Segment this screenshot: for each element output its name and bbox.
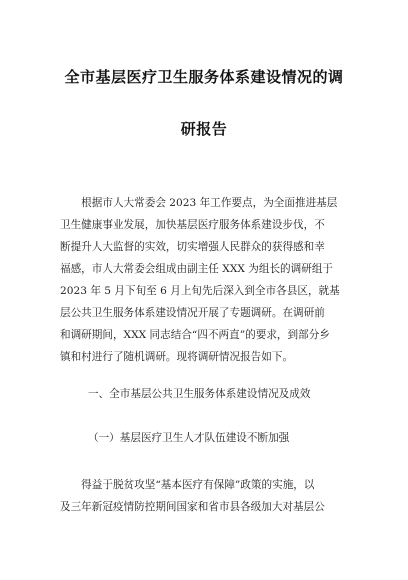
paragraph-line: 和调研期间，XXX 同志结合“四不两直”的要求，到部分乡 [60,329,330,341]
paragraph-line: 卫生健康事业发展，加快基层医疗服务体系建设步伐，不 [60,219,325,231]
section-heading: 一、全市基层公共卫生服务体系建设情况及成效 [88,388,311,400]
subsection-heading: （一）基层医疗卫生人才队伍建设不断加强 [88,432,290,444]
paragraph-line: 及三年新冠疫情防控期间国家和省市县各级加大对基层公 [60,501,325,513]
document-title-line-1: 全市基层医疗卫生服务体系建设情况的调 [64,68,344,86]
paragraph-line: 根据市人大常委会 2023 年工作要点，为全面推进基层 [60,197,338,209]
body-paragraph [60,474,358,518]
intro-paragraph [60,192,358,368]
paragraph-line: 得益于脱贫攻坚“基本医疗有保障”政策的实施，以 [60,479,315,491]
paragraph-line: 2023 年 5 月下旬至 6 月上旬先后深入到全市各县区，就基 [60,285,340,297]
paragraph-line: 层公共卫生服务体系建设情况开展了专题调研。在调研前 [60,307,325,319]
paragraph-line: 断提升人大监督的实效，切实增强人民群众的获得感和幸 [60,241,325,253]
paragraph-line: 镇和村进行了随机调研。现将调研情况报告如下。 [60,351,294,363]
paragraph-line: 福感，市人大常委会组成由副主任 XXX 为组长的调研组于 [60,263,334,275]
document-title-line-2: 研报告 [180,120,228,138]
